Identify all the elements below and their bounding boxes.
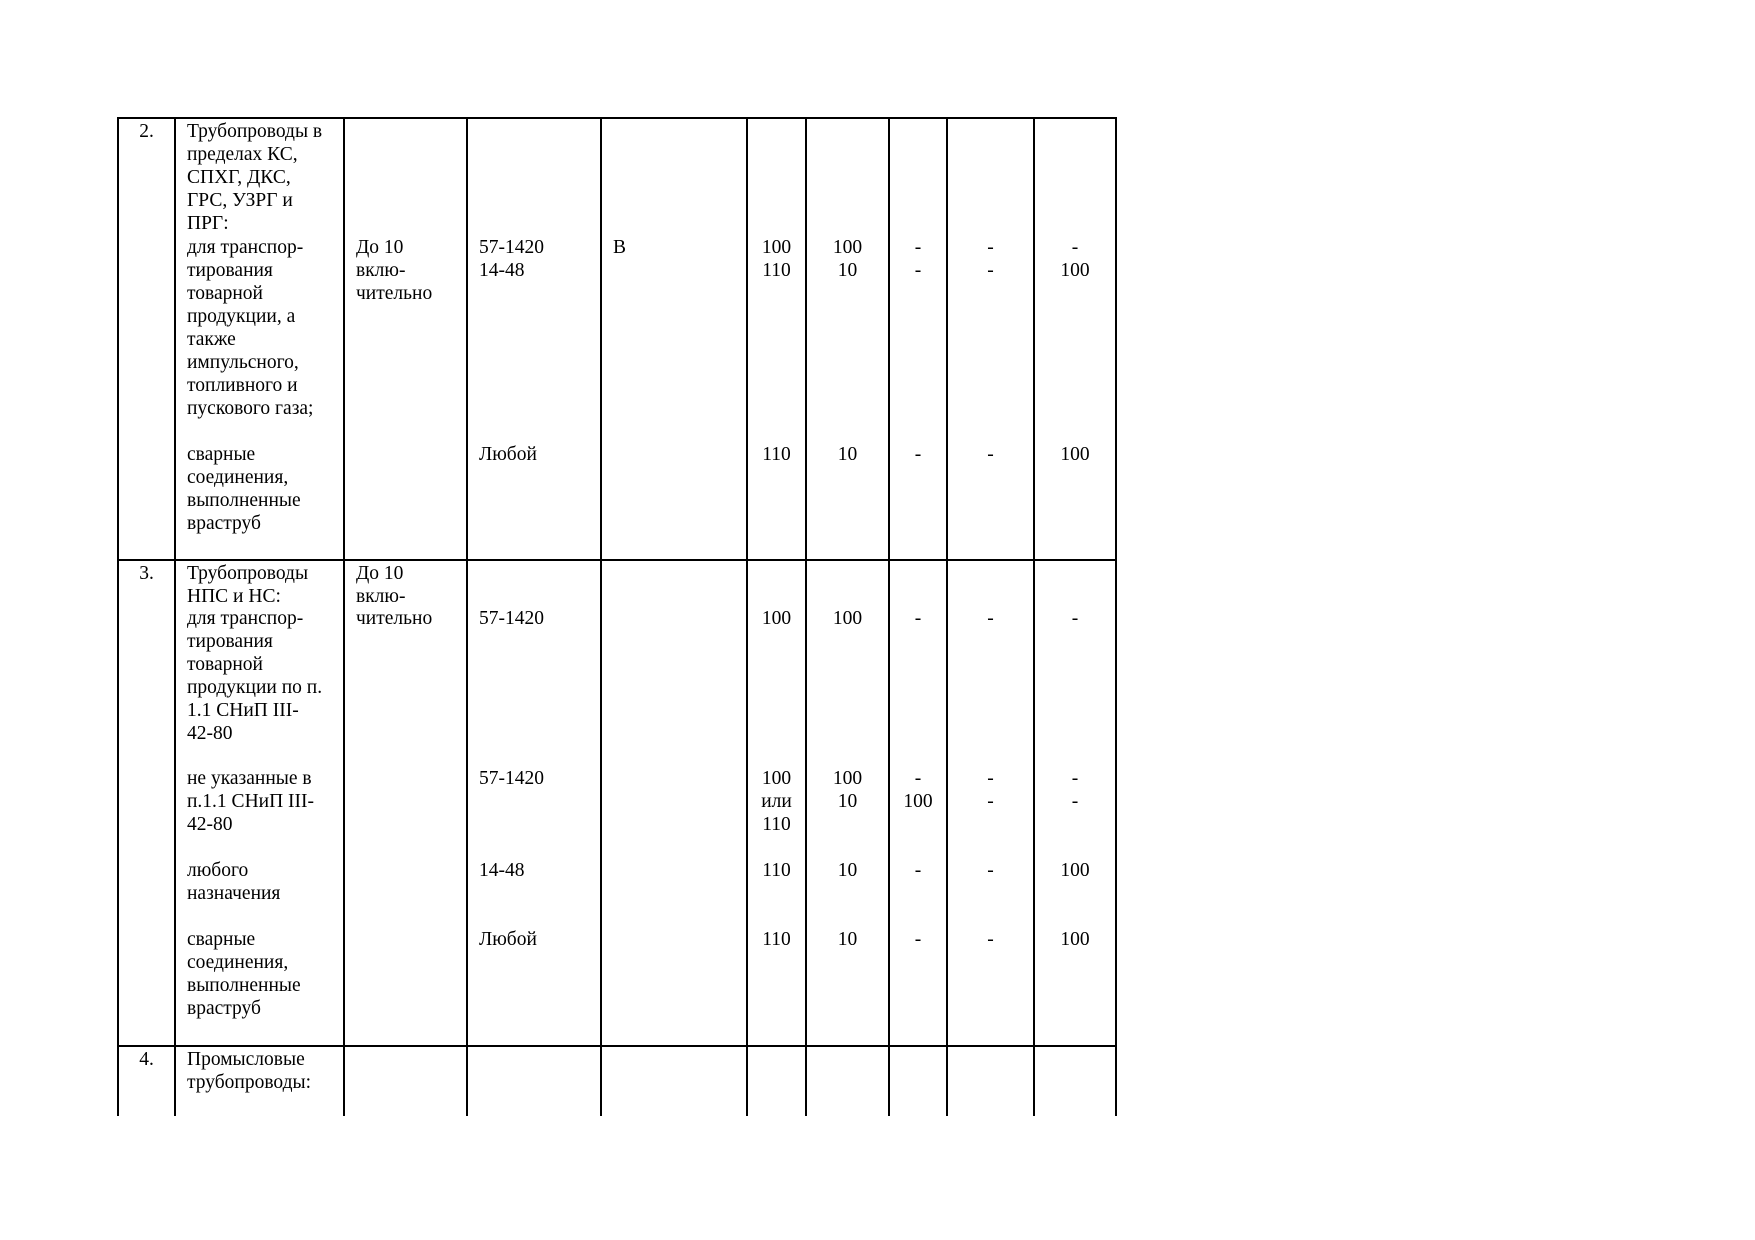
table-cell-text: сварные xyxy=(187,444,256,465)
table-cell-text: трубопроводы: xyxy=(187,1072,312,1093)
row-number: 2. xyxy=(139,121,154,142)
table-cell-text: 10 xyxy=(837,260,858,281)
table-cell-text: - xyxy=(987,929,994,950)
table-cell-text: импульсного, xyxy=(187,352,299,373)
table-cell-text: - xyxy=(914,768,922,789)
table-cell-text: 100 xyxy=(832,608,863,629)
table-cell-text: враструб xyxy=(187,513,261,534)
table-cell-text: - xyxy=(987,608,994,629)
table-column-rule xyxy=(600,118,602,1116)
table-cell-text: тирования xyxy=(187,631,273,652)
table-cell-text: В xyxy=(613,237,627,258)
table-cell-text: 100 xyxy=(1060,860,1090,881)
table-cell-text: вклю- xyxy=(356,586,406,607)
table-cell-text: 10 xyxy=(837,860,858,881)
table-cell-text: 110 xyxy=(762,814,791,835)
table-cell-text: 42-80 xyxy=(187,814,233,835)
table-cell-text: Любой xyxy=(479,444,537,465)
table-cell-text: враструб xyxy=(187,998,261,1019)
table-cell-text: - xyxy=(914,237,922,258)
table-cell-text: продукции, а xyxy=(187,306,296,327)
table-cell-text: 100 xyxy=(761,768,792,789)
table-cell-text: п.1.1 СНиП III- xyxy=(187,791,315,812)
table-cell-text: СПХГ, ДКС, xyxy=(187,167,291,188)
table-cell-text: - xyxy=(987,260,994,281)
table-cell-text: 100 xyxy=(1060,929,1090,950)
table-cell-text: Промысловые xyxy=(187,1049,305,1070)
table-cell-text: - xyxy=(914,608,922,629)
table-column-rule xyxy=(174,118,176,1116)
table-cell-text: соединения, xyxy=(187,467,289,488)
table-cell-text: чительно xyxy=(356,608,433,629)
table-cell-text: также xyxy=(187,329,236,350)
table-cell-text: - xyxy=(1071,608,1079,629)
table-cell-text: 10 xyxy=(837,791,858,812)
table-cell-text: 57-1420 xyxy=(479,768,544,789)
table-cell-text: До 10 xyxy=(356,237,404,258)
table-column-rule xyxy=(117,118,119,1116)
table-cell-text: не указанные в xyxy=(187,768,312,789)
table-cell-text: ПРГ: xyxy=(187,213,229,234)
table-cell-text: топливного и xyxy=(187,375,298,396)
table-cell-text: 1.1 СНиП III- xyxy=(187,700,299,721)
table-cell-text: - xyxy=(1071,237,1079,258)
table-cell-text: - xyxy=(987,444,994,465)
table-cell-text: - xyxy=(1071,768,1079,789)
table-cell-text: пускового газа; xyxy=(187,398,314,419)
table-cell-text: 110 xyxy=(762,260,791,281)
table-cell-text: - xyxy=(914,929,922,950)
table-cell-text: - xyxy=(1071,791,1079,812)
table-cell-text: 57-1420 xyxy=(479,237,544,258)
table-cell-text: продукции по п. xyxy=(187,677,323,698)
row-number: 4. xyxy=(139,1049,154,1070)
table-cell-text: - xyxy=(987,237,994,258)
table-cell-text: 14-48 xyxy=(479,860,525,881)
table-cell-text: для транспор- xyxy=(187,237,304,258)
table-cell-text: До 10 xyxy=(356,563,404,584)
table-cell-text: ГРС, УЗРГ и xyxy=(187,190,293,211)
table-cell-text: 110 xyxy=(762,444,791,465)
table-cell-text: 100 xyxy=(761,608,792,629)
table-cell-text: 100 xyxy=(832,237,863,258)
table-cell-text: Любой xyxy=(479,929,537,950)
table-cell-text: выполненные xyxy=(187,490,301,511)
table-cell-text: 100 xyxy=(832,768,863,789)
table-cell-text: 10 xyxy=(837,929,858,950)
table-cell-text: 100 xyxy=(1060,444,1090,465)
table-cell-text: Трубопроводы в xyxy=(187,121,323,142)
table-cell-text: 57-1420 xyxy=(479,608,544,629)
table-row-rule xyxy=(117,1045,1117,1047)
table-cell-text: - xyxy=(987,768,994,789)
table-column-rule xyxy=(466,118,468,1116)
table-cell-text: вклю- xyxy=(356,260,406,281)
table-cell-text: или xyxy=(761,791,792,812)
table-cell-text: - xyxy=(914,260,922,281)
table-cell-text: товарной xyxy=(187,654,263,675)
table-column-rule xyxy=(343,118,345,1116)
table-cell-text: 110 xyxy=(762,860,791,881)
table-cell-text: любого xyxy=(187,860,249,881)
table-cell-text: 42-80 xyxy=(187,723,233,744)
table-row-rule xyxy=(117,559,1117,561)
table-cell-text: - xyxy=(987,860,994,881)
table-cell-text: сварные xyxy=(187,929,256,950)
row-number: 3. xyxy=(139,563,154,584)
table-cell-text: для транспор- xyxy=(187,608,304,629)
table-cell-text: 110 xyxy=(762,929,791,950)
table-cell-text: тирования xyxy=(187,260,273,281)
table-cell-text: назначения xyxy=(187,883,281,904)
table-cell-text: соединения, xyxy=(187,952,289,973)
table-cell-text: НПС и НС: xyxy=(187,586,281,607)
table-cell-text: Трубопроводы xyxy=(187,563,309,584)
table-row-rule xyxy=(117,117,1117,119)
table-cell-text: 100 xyxy=(903,791,933,812)
table-cell-text: 14-48 xyxy=(479,260,525,281)
table-cell-text: выполненные xyxy=(187,975,301,996)
table-cell-text: - xyxy=(914,444,922,465)
table-cell-text: 10 xyxy=(837,444,858,465)
table-cell-text: пределах КС, xyxy=(187,144,298,165)
table-cell-text: 100 xyxy=(761,237,792,258)
table-cell-text: - xyxy=(914,860,922,881)
table-cell-text: 100 xyxy=(1060,260,1090,281)
table-cell-text: чительно xyxy=(356,283,433,304)
table-cell-text: - xyxy=(987,791,994,812)
table-cell-text: товарной xyxy=(187,283,263,304)
